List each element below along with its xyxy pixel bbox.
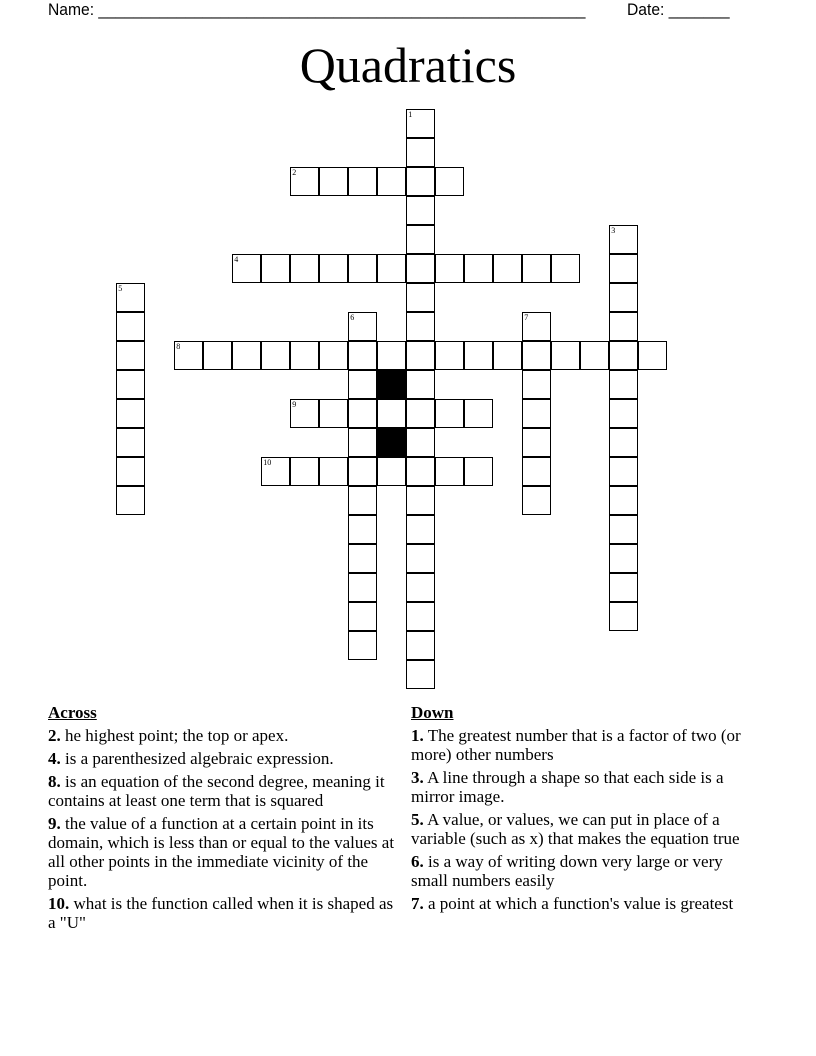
grid-cell[interactable] [348, 428, 377, 457]
grid-cell[interactable] [290, 457, 319, 486]
clue-text: A line through a shape so that each side is a mirror image. [411, 768, 724, 806]
grid-cell[interactable] [319, 341, 348, 370]
grid-cell[interactable] [551, 254, 580, 283]
grid-cell[interactable] [290, 399, 319, 428]
grid-cell[interactable] [522, 428, 551, 457]
grid-cell[interactable] [609, 602, 638, 631]
clue-number: 10. [48, 894, 70, 913]
across-clues [48, 703, 398, 936]
grid-cell[interactable] [232, 254, 261, 283]
grid-cell[interactable] [638, 341, 667, 370]
grid-cell[interactable] [522, 457, 551, 486]
clue-number: 5 [118, 284, 123, 294]
clue-number: 8 [176, 342, 181, 352]
clue-number: 9 [292, 400, 297, 410]
grid-cell[interactable] [522, 341, 551, 370]
grid-cell[interactable] [493, 254, 522, 283]
grid-cell[interactable] [348, 631, 377, 660]
down-clue [411, 768, 751, 806]
grid-cell[interactable] [348, 602, 377, 631]
grid-cell[interactable] [406, 486, 435, 515]
grid-cell[interactable] [406, 283, 435, 312]
grid-cell[interactable] [377, 254, 406, 283]
name-field[interactable]: Name: ________________________________________________________ [48, 0, 586, 19]
clue-number: 9. [48, 814, 61, 833]
clue-text: a point at which a function's value is greatest [428, 894, 734, 913]
grid-cell[interactable] [493, 341, 522, 370]
grid-cell[interactable] [609, 457, 638, 486]
grid-cell[interactable] [406, 167, 435, 196]
clue-number: 5. [411, 810, 424, 829]
grid-cell[interactable] [406, 341, 435, 370]
grid-cell[interactable] [348, 515, 377, 544]
grid-cell[interactable] [406, 225, 435, 254]
clue-number: 7 [524, 313, 529, 323]
grid-cell[interactable] [580, 341, 609, 370]
grid-cell[interactable] [406, 138, 435, 167]
grid-cell[interactable] [435, 167, 464, 196]
date-field[interactable]: Date: _______ [627, 0, 730, 19]
clue-number: 3. [411, 768, 424, 787]
grid-cell[interactable] [406, 544, 435, 573]
clue-text: The greatest number that is a factor of two (or more) other numbers [411, 726, 741, 764]
grid-cell[interactable] [406, 370, 435, 399]
grid-cell[interactable] [116, 399, 145, 428]
grid-cell[interactable] [609, 515, 638, 544]
grid-cell[interactable] [116, 370, 145, 399]
clue-number: 1 [408, 110, 413, 120]
grid-cell[interactable] [348, 370, 377, 399]
grid-cell[interactable] [609, 573, 638, 602]
clue-text: he highest point; the top or apex. [65, 726, 289, 745]
grid-cell[interactable] [174, 341, 203, 370]
grid-cell[interactable] [406, 312, 435, 341]
clue-number: 4. [48, 749, 61, 768]
grid-cell[interactable] [348, 254, 377, 283]
grid-cell[interactable] [464, 457, 493, 486]
black-cell [377, 428, 406, 457]
clue-number: 8. [48, 772, 61, 791]
grid-cell[interactable] [116, 486, 145, 515]
grid-cell[interactable] [319, 167, 348, 196]
grid-cell[interactable] [406, 428, 435, 457]
grid-cell[interactable] [203, 341, 232, 370]
clue-number: 6. [411, 852, 424, 871]
clue-text: A value, or values, we can put in place of a variable (such as x) that makes the equation true [411, 810, 740, 848]
grid-cell[interactable] [522, 312, 551, 341]
clue-text: is a way of writing down very large or very small numbers easily [411, 852, 723, 890]
grid-cell[interactable] [406, 631, 435, 660]
black-cell [377, 370, 406, 399]
grid-cell[interactable] [348, 486, 377, 515]
grid-cell[interactable] [522, 486, 551, 515]
grid-cell[interactable] [522, 254, 551, 283]
grid-cell[interactable] [319, 457, 348, 486]
grid-cell[interactable] [377, 399, 406, 428]
grid-cell[interactable] [522, 370, 551, 399]
grid-cell[interactable] [116, 428, 145, 457]
grid-cell[interactable] [406, 457, 435, 486]
clue-number: 7. [411, 894, 424, 913]
grid-cell[interactable] [319, 254, 348, 283]
grid-cell[interactable] [464, 254, 493, 283]
grid-cell[interactable] [609, 341, 638, 370]
grid-cell[interactable] [609, 486, 638, 515]
grid-cell[interactable] [348, 312, 377, 341]
grid-cell[interactable] [348, 544, 377, 573]
clue-text: what is the function called when it is shaped as a "U" [48, 894, 394, 932]
clue-number: 3 [611, 226, 616, 236]
grid-cell[interactable] [377, 167, 406, 196]
grid-cell[interactable] [406, 399, 435, 428]
across-clue [48, 749, 398, 768]
clue-number: 2 [292, 168, 297, 178]
grid-cell[interactable] [290, 341, 319, 370]
across-clue [48, 814, 398, 890]
down-clue [411, 894, 751, 913]
grid-cell[interactable] [348, 341, 377, 370]
grid-cell[interactable] [609, 225, 638, 254]
grid-cell[interactable] [406, 573, 435, 602]
down-heading: Down [411, 703, 454, 722]
grid-cell[interactable] [609, 399, 638, 428]
grid-cell[interactable] [377, 457, 406, 486]
across-clue [48, 772, 398, 810]
grid-cell[interactable] [116, 312, 145, 341]
grid-cell[interactable] [406, 515, 435, 544]
grid-cell[interactable] [116, 341, 145, 370]
clue-number: 6 [350, 313, 355, 323]
across-clue [48, 894, 398, 932]
grid-cell[interactable] [116, 457, 145, 486]
grid-cell[interactable] [609, 283, 638, 312]
grid-cell[interactable] [609, 544, 638, 573]
grid-cell[interactable] [406, 196, 435, 225]
grid-cell[interactable] [377, 341, 406, 370]
grid-cell[interactable] [261, 254, 290, 283]
grid-cell[interactable] [609, 428, 638, 457]
grid-cell[interactable] [464, 399, 493, 428]
clue-number: 10 [263, 458, 272, 468]
clue-text: is a parenthesized algebraic expression. [65, 749, 334, 768]
clue-number: 2. [48, 726, 61, 745]
grid-cell[interactable] [261, 341, 290, 370]
grid-cell[interactable] [348, 457, 377, 486]
grid-cell[interactable] [551, 341, 580, 370]
grid-cell[interactable] [406, 109, 435, 138]
grid-cell[interactable] [116, 283, 145, 312]
grid-cell[interactable] [319, 399, 348, 428]
clue-number: 1. [411, 726, 424, 745]
page-title: Quadratics [299, 37, 517, 93]
clue-number: 4 [234, 255, 239, 265]
grid-cell[interactable] [348, 399, 377, 428]
grid-cell[interactable] [435, 457, 464, 486]
grid-cell[interactable] [290, 254, 319, 283]
grid-cell[interactable] [348, 167, 377, 196]
grid-cell[interactable] [435, 254, 464, 283]
clue-text: the value of a function at a certain point in its domain, which is less than or equal to the values at all other points in the immediate vicinity of the point. [48, 814, 395, 890]
grid-cell[interactable] [464, 341, 493, 370]
clue-text: is an equation of the second degree, meaning it contains at least one term that is squared [48, 772, 385, 810]
grid-cell[interactable] [522, 399, 551, 428]
grid-cell[interactable] [406, 602, 435, 631]
across-heading: Across [48, 703, 97, 722]
grid-cell[interactable] [609, 312, 638, 341]
down-clue [411, 810, 751, 848]
down-clue [411, 726, 751, 764]
down-clues [411, 703, 751, 917]
grid-cell[interactable] [609, 370, 638, 399]
grid-cell[interactable] [609, 254, 638, 283]
down-clue [411, 852, 751, 890]
grid-cell[interactable] [406, 254, 435, 283]
grid-cell[interactable] [406, 660, 435, 689]
grid-cell[interactable] [290, 167, 319, 196]
grid-cell[interactable] [232, 341, 261, 370]
grid-cell[interactable] [348, 573, 377, 602]
grid-cell[interactable] [435, 399, 464, 428]
grid-cell[interactable] [261, 457, 290, 486]
grid-cell[interactable] [435, 341, 464, 370]
across-clue [48, 726, 398, 745]
